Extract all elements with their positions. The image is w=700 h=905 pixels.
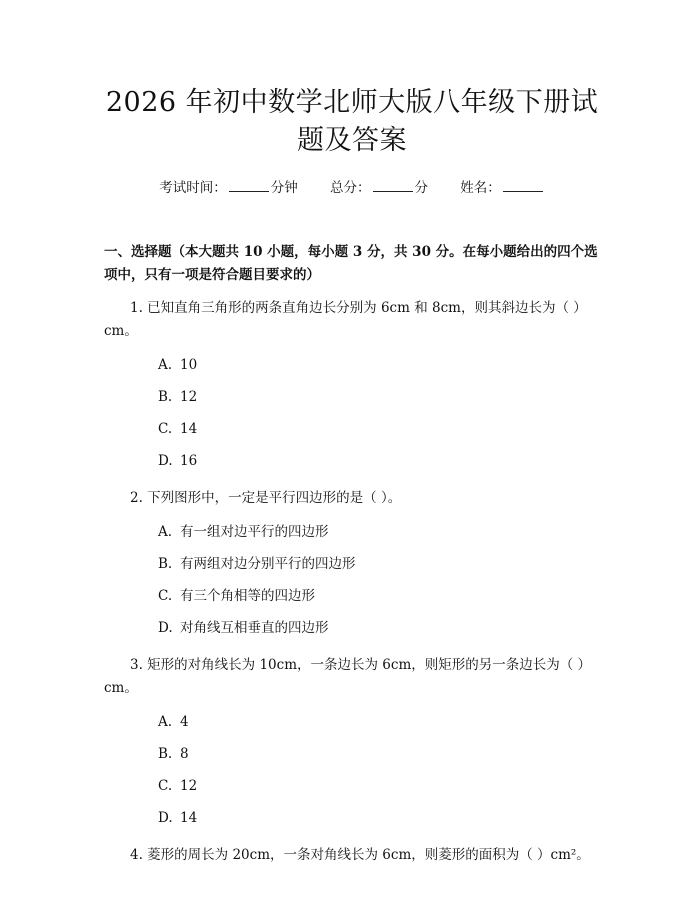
question-1 <box>104 297 600 483</box>
score-label: 总分： <box>330 180 371 196</box>
total-score <box>330 178 428 198</box>
option-text: 12 <box>180 778 198 794</box>
option-letter: A. <box>158 524 173 540</box>
option-c <box>158 776 600 808</box>
question-stem: 3. 矩形的对角线长为 10cm，一条边长为 6cm，则矩形的另一条边长为（ ）cm。 <box>104 657 592 696</box>
question-2 <box>104 487 600 650</box>
option-text: 12 <box>180 389 198 405</box>
question-stem: 4. 菱形的周长为 20cm，一条对角线长为 6cm，则菱形的面积为（ ）cm²。 <box>130 847 590 863</box>
question-4 <box>104 844 600 867</box>
option-letter: A. <box>158 357 173 373</box>
score-blank <box>373 179 413 192</box>
option-b <box>158 554 600 586</box>
question-stem: 1. 已知直角三角形的两条直角边长分别为 6cm 和 8cm，则其斜边长为（ ）cm。 <box>104 300 587 339</box>
option-d <box>158 451 600 483</box>
option-letter: D. <box>158 810 173 826</box>
option-c <box>158 419 600 451</box>
question-stem: 2. 下列图形中，一定是平行四边形的是（ ）。 <box>130 490 402 506</box>
name-blank <box>503 179 543 192</box>
option-text: 有两组对边分别平行的四边形 <box>180 556 356 572</box>
option-text: 有一组对边平行的四边形 <box>180 524 329 540</box>
option-a <box>158 522 600 554</box>
time-unit: 分钟 <box>270 180 298 196</box>
page-title: 2026 年初中数学北师大版八年级下册试题及答案 <box>105 87 599 156</box>
option-letter: A. <box>158 714 173 730</box>
option-letter: B. <box>158 746 173 762</box>
option-text: 16 <box>180 453 198 469</box>
option-letter: C. <box>158 588 173 604</box>
option-d <box>158 618 600 650</box>
option-list <box>104 522 600 650</box>
option-a <box>158 355 600 387</box>
student-name <box>460 178 545 198</box>
option-list <box>104 712 600 840</box>
time-blank <box>229 179 269 192</box>
option-text: 14 <box>180 421 198 437</box>
option-c <box>158 586 600 618</box>
option-list <box>104 355 600 483</box>
option-letter: B. <box>158 389 173 405</box>
exam-time <box>159 178 298 198</box>
score-unit: 分 <box>414 180 428 196</box>
option-text: 4 <box>180 714 189 730</box>
option-b <box>158 387 600 419</box>
option-text: 有三个角相等的四边形 <box>180 588 315 604</box>
name-label: 姓名： <box>460 180 501 196</box>
question-3 <box>104 654 600 840</box>
section-heading: 一、选择题（本大题共 10 小题，每小题 3 分，共 30 分。在每小题给出的四个选项中，只有一项是符合题目要求的） <box>104 244 598 283</box>
option-text: 14 <box>180 810 198 826</box>
option-letter: B. <box>158 556 173 572</box>
option-text: 8 <box>180 746 189 762</box>
option-letter: D. <box>158 620 173 636</box>
option-letter: C. <box>158 421 173 437</box>
option-b <box>158 744 600 776</box>
option-a <box>158 712 600 744</box>
option-text: 对角线互相垂直的四边形 <box>180 620 329 636</box>
option-letter: D. <box>158 453 173 469</box>
exam-meta <box>104 178 600 198</box>
option-d <box>158 808 600 840</box>
time-label: 考试时间： <box>159 180 227 196</box>
option-letter: C. <box>158 778 173 794</box>
option-text: 10 <box>180 357 198 373</box>
